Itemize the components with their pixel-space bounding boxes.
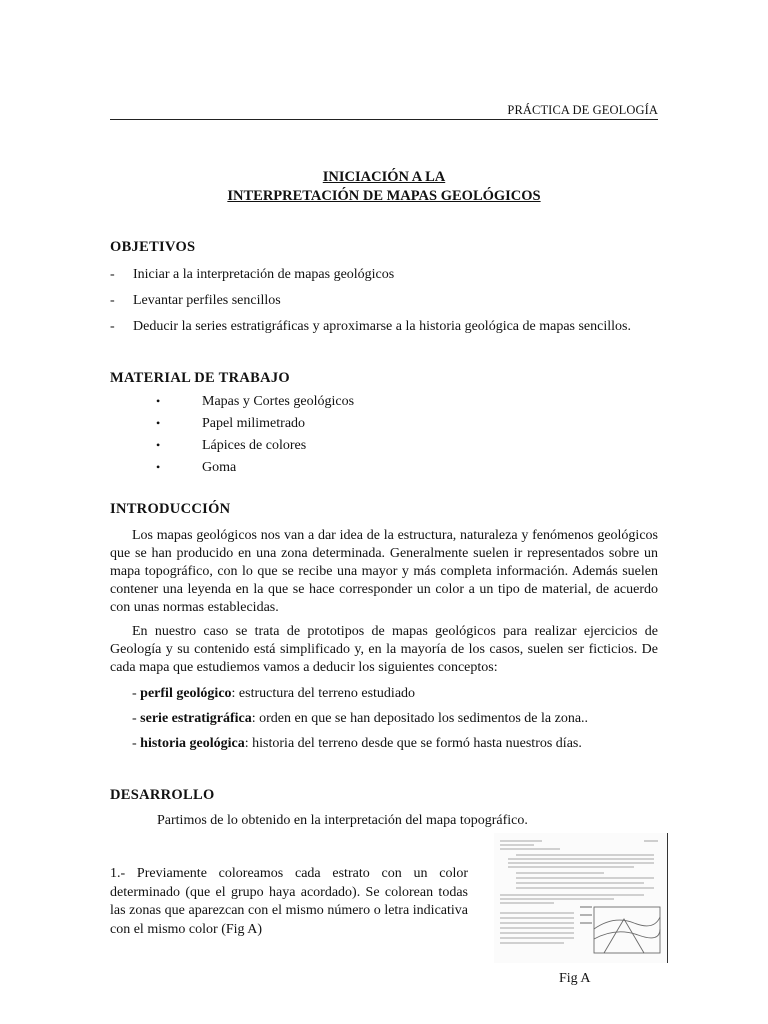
concept-term: historia geológica <box>140 736 245 751</box>
objetivo-item <box>110 266 658 283</box>
material-text: Papel milimetrado <box>202 416 306 431</box>
concept-term: perfil geológico <box>140 686 232 701</box>
concept-item <box>132 710 588 728</box>
concept-prefix: - <box>132 686 141 701</box>
concept-desc: : estructura del terreno estudiado <box>231 686 416 701</box>
objetivo-text: Iniciar a la interpretación de mapas geológicos <box>133 267 395 282</box>
concept-desc: : orden en que se han depositado los sedimentos de la zona.. <box>251 711 589 726</box>
objetivo-text: Deducir la series estratigráficas y aproximarse a la historia geológica de mapas sencillos. <box>133 319 631 334</box>
dash-marker: - <box>110 319 115 334</box>
objetivo-item <box>110 318 658 335</box>
bullet-icon: • <box>156 438 161 452</box>
figure-a-image <box>494 833 668 963</box>
bullet-icon: • <box>156 460 161 474</box>
title-line-2: INTERPRETACIÓN DE MAPAS GEOLÓGICOS <box>227 188 541 204</box>
desarrollo-intro: Partimos de lo obtenido en la interpretación del mapa topográfico. <box>157 813 528 828</box>
dash-marker: - <box>110 293 115 308</box>
objetivo-item <box>110 292 658 309</box>
figure-a-scan <box>494 833 668 963</box>
bullet-icon: • <box>156 394 161 408</box>
concept-term: serie estratigráfica <box>140 711 252 726</box>
material-text: Lápices de colores <box>202 438 307 453</box>
concept-prefix: - <box>132 736 141 751</box>
figure-border <box>667 833 668 963</box>
bullet-icon: • <box>156 416 161 430</box>
concept-item <box>132 685 415 703</box>
material-text: Goma <box>202 460 237 475</box>
concept-prefix: - <box>132 711 141 726</box>
step-1-text: 1.- Previamente coloreamos cada estrato con un color determinado (que el grupo haya acordado). Se colorean todas las zonas que aparezcan con el mismo número o letra indicativa con el mismo color (Fig A) <box>110 866 468 937</box>
objetivo-text: Levantar perfiles sencillos <box>133 293 281 308</box>
heading-desarrollo: DESARROLLO <box>110 787 215 803</box>
concept-desc: : historia del terreno desde que se formó hasta nuestros días. <box>244 736 582 751</box>
dash-marker: - <box>110 267 115 282</box>
intro-paragraph: En nuestro caso se trata de prototipos de mapas geológicos para realizar ejercicios de Geología y su contenido está simplificado y, en la mayoría de los casos, suelen ser ficticios. De cada mapa que estudiemos vamos a deducir los siguientes conceptos: <box>110 624 658 675</box>
figure-caption: Fig A <box>559 971 591 986</box>
document-title <box>110 168 658 206</box>
running-header: PRÁCTICA DE GEOLOGÍA <box>507 103 658 117</box>
concept-item <box>132 735 582 753</box>
title-line-1: INICIACIÓN A LA <box>322 169 446 185</box>
heading-objetivos: OBJETIVOS <box>110 239 196 255</box>
intro-paragraph: Los mapas geológicos nos van a dar idea de la estructura, naturaleza y fenómenos geológicos que se han producido en una zona determinada. Generalmente suelen ir representados sobre un mapa topográfico, con lo que se recibe una mayor y más completa información. Además suelen contener una leyenda en la que se hace corresponder un color a un tipo de material, de acuerdo con unas normas establecidas. <box>110 528 658 615</box>
heading-introduccion: INTRODUCCIÓN <box>110 501 231 517</box>
header-rule <box>110 119 658 120</box>
material-text: Mapas y Cortes geológicos <box>202 394 355 409</box>
heading-material: MATERIAL DE TRABAJO <box>110 370 290 386</box>
